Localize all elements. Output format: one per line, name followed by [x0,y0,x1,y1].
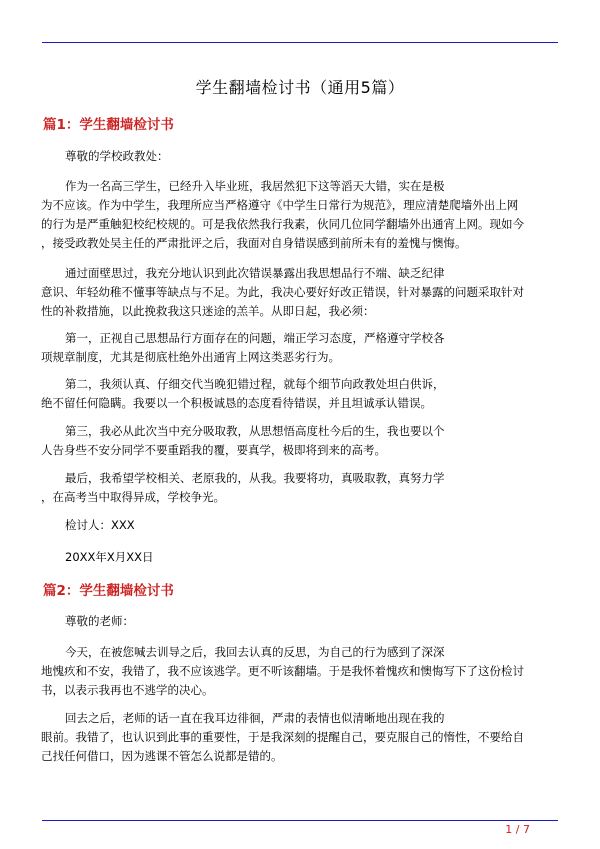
page-number: 1 / 7 [505,823,530,836]
paragraph-line: 性的补救措施，以此挽救我这只迷途的羔羊。从即日起，我必须： [41,304,375,318]
paragraph-line: 眼前。我错了，也认识到此事的重要性，于是我深刻的提醒自己，要克服自己的惰性，不要给自 [41,730,524,744]
paragraph [41,329,559,367]
paragraph-line: 检讨人：XXX [65,518,135,532]
paragraph-line: 书，以表示我再也不逃学的决心。 [41,683,214,697]
date-line [41,548,559,567]
paragraph-line: ，接受政教处吴主任的严肃批评之后，我面对自身错误感到前所未有的羞愧与懊悔。 [41,236,467,250]
paragraph-line: 第三，我必从此次当中充分吸取教，从思想悟高度杜今后的生，我也要以个 [65,424,445,438]
paragraph-line: 今天，在被您喊去训导之后，我回去认真的反思，为自己的行为感到了深深 [65,645,445,659]
paragraph [41,709,559,766]
paragraph-line: 人告身些不安分同学不要重蹈我的覆，要真学，极即将到来的高考。 [41,443,386,457]
paragraph-line: 为不应该。作为中学生，我理所应当严格遵守《中学生日常行为规范》，理应清楚爬墙外出上网 [41,198,519,212]
paragraph [41,177,559,253]
paragraph-line: 尊敬的老师： [65,614,134,628]
paragraph-line: 通过面壁思过，我充分地认识到此次错误暴露出我思想品行不端、缺乏纪律 [65,266,445,280]
paragraph [41,469,559,507]
paragraph-line: 20XX年X月XX日 [65,550,154,564]
paragraph-line: 第二，我须认真、仔细交代当晚犯错过程，就每个细节向政教处坦白供诉， [65,377,445,391]
footer-rule [42,820,558,821]
paragraph-line: 最后，我希望学校相关、老原我的，从我。我要将功，真吸取教，真努力学 [65,471,445,485]
paragraph-line: 意识、年轻幼稚不懂事等缺点与不足。为此，我决心要好好改正错误，针对暴露的问题采取针对 [41,285,524,299]
paragraph-line: 地愧疚和不安，我错了，我不应该逃学。更不听该翻墙。于是我怀着愧疚和懊悔写下了这份检讨 [41,664,524,678]
paragraph-line: 回去之后，老师的话一直在我耳边徘徊，严肃的表情也似清晰地出现在我的 [65,711,445,725]
paragraph-line: 尊敬的学校政教处： [65,149,169,163]
paragraph [41,612,559,631]
paragraph [41,643,559,700]
paragraph-line: 绝不留任何隐瞒。我要以一个积极诚恳的态度看待错误，并且坦诚承认错误。 [41,396,432,410]
section-heading-2: 篇2：学生翻墙检讨书 [43,583,174,599]
paragraph-line: ，在高考当中取得异成，学校争光。 [41,490,225,504]
paragraph-line: 的行为是严重触犯校纪校规的。可是我依然我行我素，伙同几位同学翻墙外出通宵上网。现如今 [41,217,524,231]
paragraph-line: 作为一名高三学生，已经升入毕业班，我居然犯下这等滔天大错，实在是极 [65,179,445,193]
paragraph [41,264,559,321]
document-title: 学生翻墙检讨书（通用5篇） [195,78,405,97]
signature-line [41,516,559,535]
paragraph-line: 己找任何借口，因为逃课不管怎么说都是错的。 [41,749,283,763]
section-heading-1: 篇1：学生翻墙检讨书 [43,117,174,133]
paragraph-line: 第一，正视自己思想品行方面存在的问题，端正学习态度，严格遵守学校各 [65,331,445,345]
header-rule [42,42,558,43]
paragraph [41,422,559,460]
paragraph [41,147,559,166]
paragraph [41,375,559,413]
paragraph-line: 项规章制度，尤其是彻底杜绝外出通宵上网这类恶劣行为。 [41,350,340,364]
